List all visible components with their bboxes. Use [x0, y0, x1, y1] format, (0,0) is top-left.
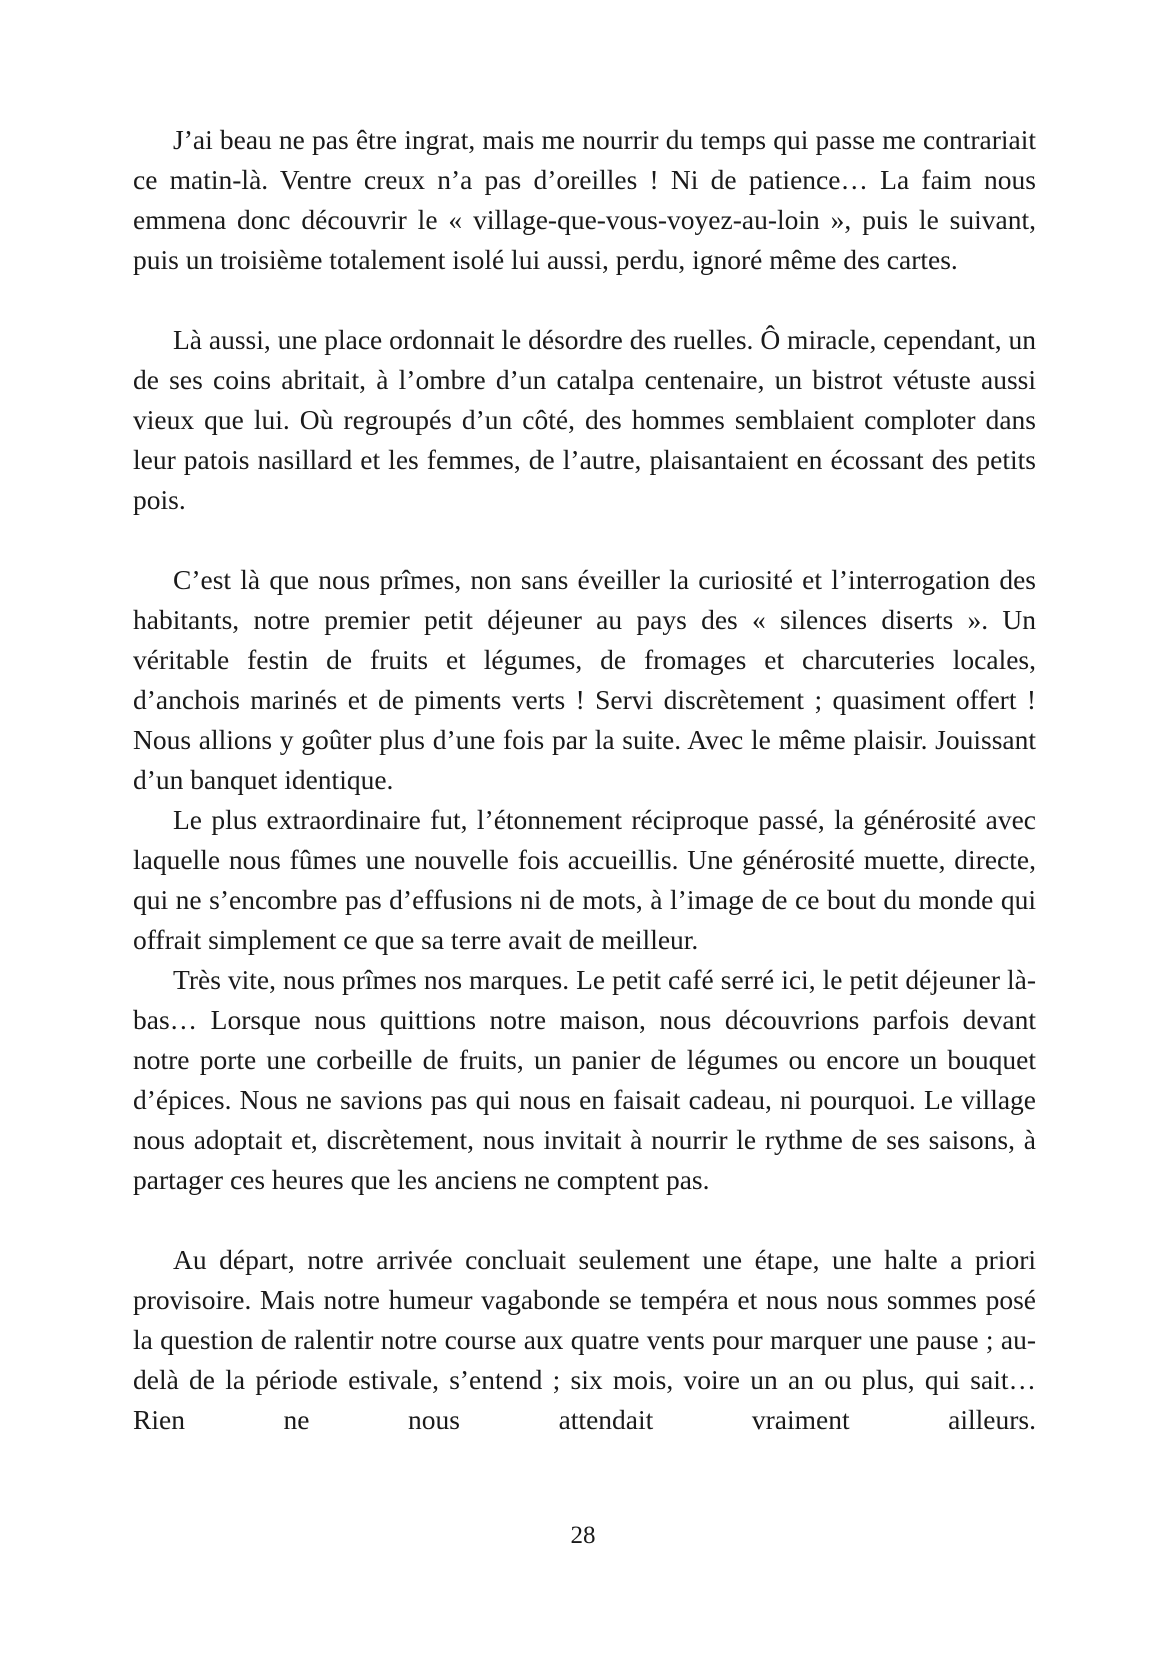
paragraph-5: Très vite, nous prîmes nos marques. Le petit café serré ici, le petit déjeuner là-bas… Lorsque nous quittions notre maison, nous découvrions parfois devant notre porte une corbeille de fruits, un panier de légumes ou encore un bouquet d’épices. Nous ne savions pas qui nous en faisait cadeau, ni pourquoi. Le village nous adoptait et, discrètement, nous invitait à nourrir le rythme de ses saisons, à partager ces heures que les anciens ne comptent pas. — [133, 964, 1036, 1195]
paragraph-1: J’ai beau ne pas être ingrat, mais me nourrir du temps qui passe me contrariait ce matin-là. Ventre creux n’a pas d’oreilles ! Ni de patience… La faim nous emmena donc découvrir le « village-que-vous-voyez-au-loin », puis le suivant, puis un troisième totalement isolé lui aussi, perdu, ignoré même des cartes. — [133, 124, 1036, 275]
paragraph-3: C’est là que nous prîmes, non sans éveiller la curiosité et l’interrogation des habitants, notre premier petit déjeuner au pays des « silences diserts ». Un véritable festin de fruits et légumes, de fromages et charcuteries locales, d’anchois marinés et de piments verts ! Servi discrètement ; quasiment offert ! Nous allions y goûter plus d’une fois par la suite. Avec le même plaisir. Jouissant d’un banquet identique. — [133, 564, 1036, 795]
page-number: 28 — [570, 1522, 596, 1549]
paragraph-2: Là aussi, une place ordonnait le désordre des ruelles. Ô miracle, cependant, un de ses coins abritait, à l’ombre d’un catalpa centenaire, un bistrot vétuste aussi vieux que lui. Où regroupés d’un côté, des hommes semblaient comploter dans leur patois nasillard et les femmes, de l’autre, plaisantaient en écossant des petits pois. — [133, 324, 1036, 515]
paragraph-6: Au départ, notre arrivée concluait seulement une étape, une halte a priori provisoire. Mais notre humeur vagabonde se tempéra et nous nous sommes posé la question de ralentir notre course aux quatre vents pour marquer une pause ; au-delà de la période estivale, s’entend ; six mois, voire un an ou plus, qui sait… Rien ne nous attendait vraiment ailleurs. — [133, 1244, 1036, 1435]
page-body — [133, 120, 1036, 1440]
paragraph-4: Le plus extraordinaire fut, l’étonnement réciproque passé, la générosité avec laquelle nous fûmes une nouvelle fois accueillis. Une générosité muette, directe, qui ne s’encombre pas d’effusions ni de mots, à l’image de ce bout du monde qui offrait simplement ce que sa terre avait de meilleur. — [133, 804, 1036, 955]
